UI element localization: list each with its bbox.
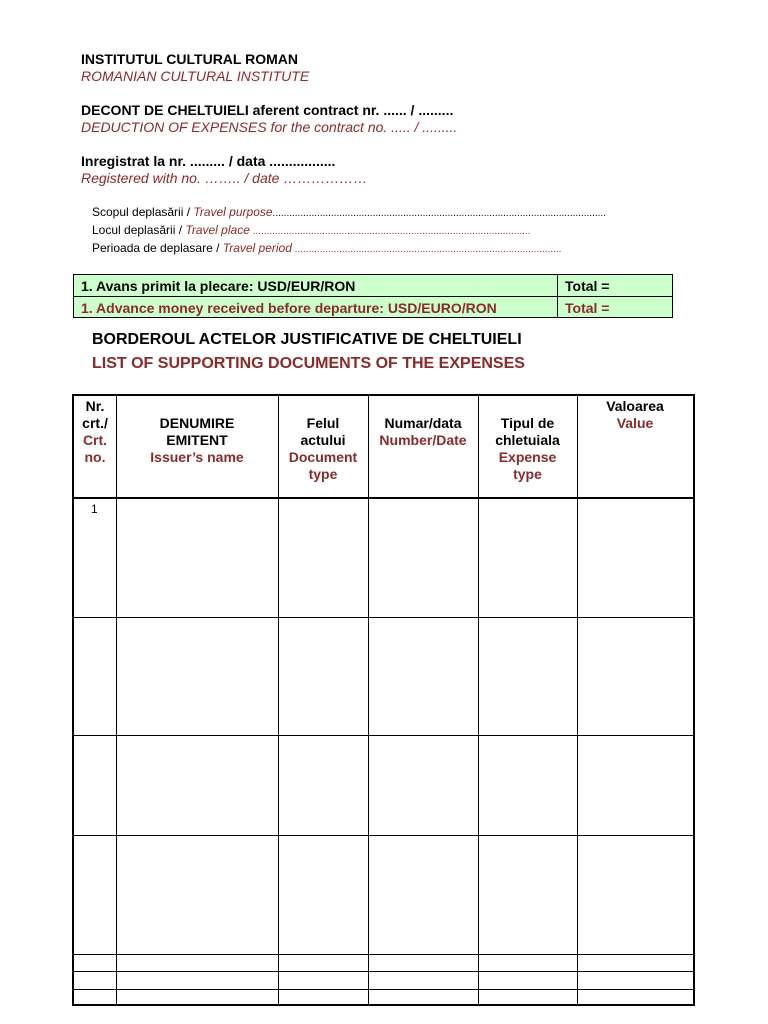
col-header-nr-ro: Nr. crt./ bbox=[82, 398, 108, 431]
decont-title-en: DEDUCTION OF EXPENSES for the contract no. ..... / ......... bbox=[81, 119, 458, 135]
advance-label-en: 1. Advance money received before departure: USD/EURO/RON bbox=[81, 300, 497, 316]
registered-ro: Inregistrat la nr. ......... / data ................. bbox=[81, 153, 336, 169]
advance-label-ro: 1. Avans primit la plecare: USD/EUR/RON bbox=[81, 278, 356, 294]
travel-place-dots: .................................................................................................... bbox=[249, 226, 531, 237]
col-header-nr-en: Crt. no. bbox=[82, 432, 108, 465]
travel-period-en: Travel period bbox=[222, 241, 292, 255]
travel-period-dots: ................................................................................................ bbox=[291, 244, 562, 255]
col-header-number-date-ro: Numar/data bbox=[384, 415, 462, 431]
col-header-expense-type bbox=[478, 415, 577, 483]
col-divider bbox=[116, 396, 117, 1004]
advance-divider bbox=[557, 275, 558, 317]
col-divider bbox=[478, 396, 479, 1004]
registered-en: Registered with no. …….. / date ……………… bbox=[81, 170, 368, 186]
row-divider bbox=[74, 989, 693, 990]
col-header-number-date-en: Number/Date bbox=[379, 432, 467, 448]
row-divider bbox=[74, 835, 693, 836]
row-divider bbox=[74, 971, 693, 972]
travel-period-line bbox=[92, 241, 561, 255]
row-divider bbox=[74, 735, 693, 736]
col-header-value-en: Value bbox=[616, 415, 654, 431]
col-header-value-ro: Valoarea bbox=[606, 398, 664, 414]
advance-total-ro: Total = bbox=[565, 278, 610, 294]
col-header-expense-type-en: Expense type bbox=[498, 449, 557, 482]
col-header-nr bbox=[74, 398, 116, 466]
travel-period-ro: Perioada de deplasare / bbox=[92, 241, 223, 255]
row-divider bbox=[74, 954, 693, 955]
row-number-first: 1 bbox=[91, 502, 98, 516]
col-header-number-date bbox=[368, 415, 478, 449]
col-header-issuer-en: Issuer’s name bbox=[150, 449, 244, 465]
travel-purpose-line bbox=[92, 205, 606, 219]
header-separator bbox=[74, 497, 693, 499]
institute-name-ro: INSTITUTUL CULTURAL ROMAN bbox=[81, 51, 298, 67]
col-header-issuer bbox=[116, 415, 278, 466]
col-header-doc-type-ro: Felul actului bbox=[300, 415, 346, 448]
advance-total-en: Total = bbox=[565, 300, 610, 316]
col-divider bbox=[278, 396, 279, 1004]
advance-row-en bbox=[74, 297, 672, 318]
col-header-doc-type-en: Document type bbox=[288, 449, 358, 482]
section-title-ro: BORDEROUL ACTELOR JUSTIFICATIVE DE CHELTUIELI bbox=[92, 331, 522, 348]
travel-place-en: Travel place bbox=[185, 223, 250, 237]
col-divider bbox=[577, 396, 578, 1004]
col-header-expense-type-ro: Tipul de chletuiala bbox=[495, 415, 560, 448]
institute-name-en: ROMANIAN CULTURAL INSTITUTE bbox=[81, 68, 310, 84]
section-title-en: LIST OF SUPPORTING DOCUMENTS OF THE EXPENSES bbox=[92, 355, 525, 372]
decont-title-ro: DECONT DE CHELTUIELI aferent contract nr. ...... / ......... bbox=[81, 102, 454, 118]
travel-purpose-ro: Scopul deplasării / bbox=[92, 205, 194, 219]
row-divider bbox=[74, 617, 693, 618]
col-header-issuer-ro: DENUMIRE EMITENT bbox=[159, 415, 235, 448]
travel-purpose-dots: ........................................................................................................................ bbox=[272, 208, 606, 219]
travel-purpose-en: Travel purpose bbox=[193, 205, 273, 219]
col-header-doc-type bbox=[278, 415, 368, 483]
supporting-documents-table bbox=[72, 394, 695, 1006]
col-divider bbox=[368, 396, 369, 1004]
advance-box bbox=[73, 274, 673, 318]
advance-row-ro bbox=[74, 275, 672, 297]
travel-place-line bbox=[92, 223, 531, 237]
col-header-value bbox=[577, 398, 693, 432]
travel-place-ro: Locul deplasării / bbox=[92, 223, 186, 237]
